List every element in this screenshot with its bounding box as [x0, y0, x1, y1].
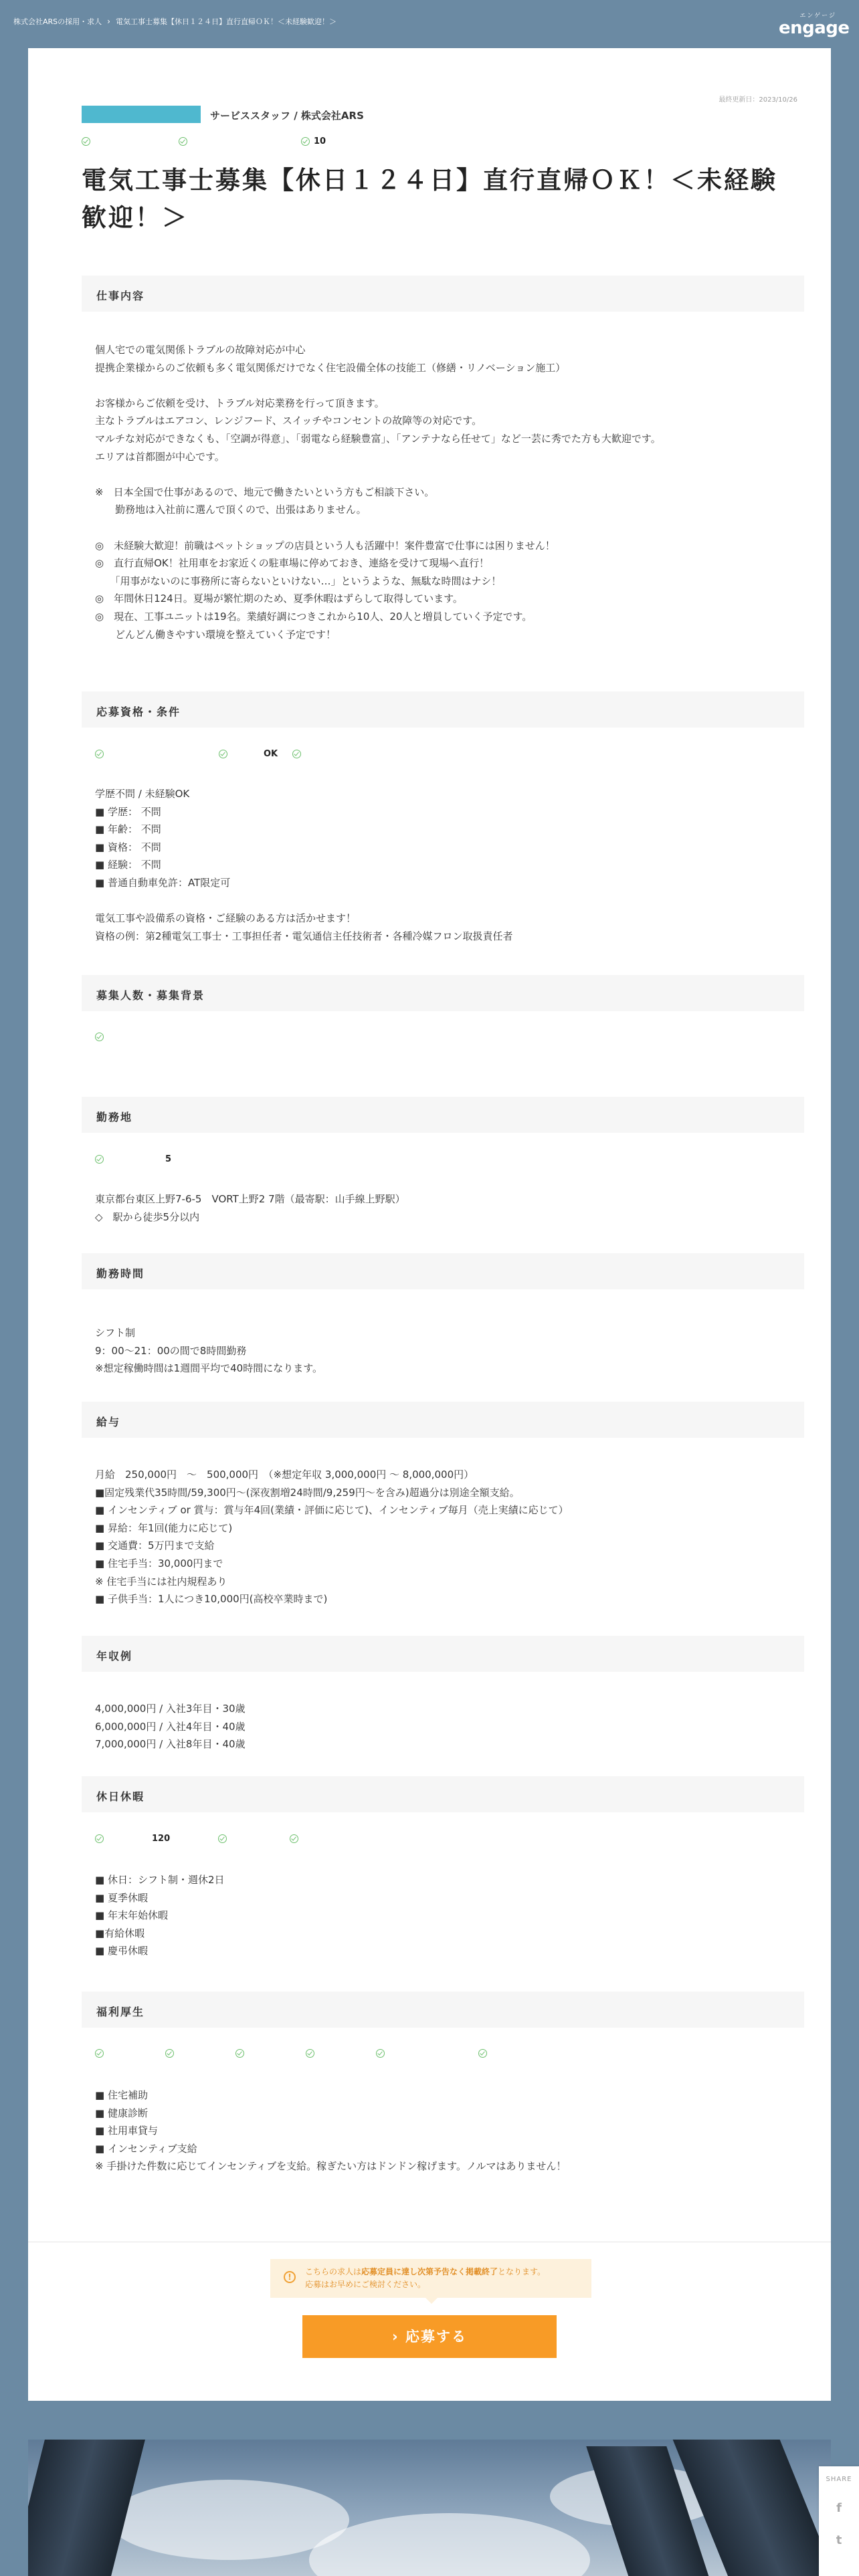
apply-button[interactable]: › 応募する [302, 2315, 557, 2358]
check-icon [82, 137, 90, 146]
section-heading-holidays: 休日休暇 [82, 1776, 804, 1812]
location-tag-value: 5 [165, 1154, 172, 1164]
top-bar [0, 0, 859, 41]
section-heading-welfare: 福利厚生 [82, 1992, 804, 2028]
requirements-description: 学歴不問 / 未経験OK ■ 学歴： 不問 ■ 年齢： 不問 ■ 資格： 不問 ■ 経験： 不問 ■ 普通自動車免許：AT限定可 電気工事や設備系の資格・ご経験のある方は活かせます！ 資格の例：第2種電気工事士・工事担任者・電気通信主任技術者・各種冷媒フロン取扱責任者 [95, 788, 513, 942]
section-heading-annual-income: 年収例 [82, 1636, 804, 1672]
application-notice [270, 2259, 591, 2298]
headcount-tags [95, 1033, 104, 1041]
check-icon [306, 2049, 314, 2058]
chevron-right-icon: › [107, 17, 110, 26]
share-panel [819, 2466, 859, 2576]
welfare-tags [95, 2049, 487, 2058]
hours-description: シフト制 9：00～21：00の間で8時間勤務 ※想定稼働時間は1週間平均で40時間になります。 [95, 1327, 323, 1375]
holiday-description: ■ 休日：シフト制・週休2日 ■ 夏季休暇 ■ 年末年始休暇 ■有給休暇 ■ 慶弔休暇 [95, 1874, 225, 1957]
share-label: SHARE [826, 2476, 852, 2483]
section-heading-hours: 勤務時間 [82, 1253, 804, 1289]
check-icon [218, 1834, 227, 1843]
breadcrumb [13, 16, 337, 27]
job-detail-card [28, 48, 831, 2401]
last-updated: 最終更新日：2023/10/26 [719, 96, 797, 104]
requirements-tags [95, 749, 301, 759]
section-heading-salary: 給与 [82, 1402, 804, 1438]
welfare-description: ■ 住宅補助 ■ 健康診断 ■ 社用車貸与 ■ インセンティブ支給 ※ 手掛けた件数に応じてインセンティブを支給。稼ぎたい方はドンドン稼げます。ノルマはありません！ [95, 2089, 567, 2173]
logo-wordmark: engage [779, 18, 850, 38]
annual-income-examples: 4,000,000円 / 入社3年目・30歳 6,000,000円 / 入社4年目・40歳 7,000,000円 / 入社8年目・40歳 [95, 1703, 246, 1751]
logo-kana: エンゲージ [799, 13, 836, 19]
holiday-tag-value: 120 [152, 1834, 171, 1844]
check-icon [95, 1033, 104, 1041]
section-heading-requirements: 応募資格・条件 [82, 691, 804, 728]
notice-line-1: こちらの求人は応募定員に達し次第予告なく掲載終了となります。 [305, 2267, 546, 2276]
section-heading-work: 仕事内容 [82, 276, 804, 312]
alert-icon: ! [284, 2271, 296, 2283]
feature-tags [82, 136, 326, 146]
requirements-tag-value: OK [264, 749, 278, 759]
header-photo [28, 2440, 831, 2576]
feature-value: 10 [314, 136, 326, 146]
check-icon [95, 1155, 104, 1164]
job-title: 電気工事士募集【休日１２４日】直行直帰ＯＫ！＜未経験歓迎！＞ [82, 166, 777, 232]
check-icon [219, 750, 227, 758]
company-name: サービススタッフ / 株式会社ARS [210, 110, 364, 122]
check-icon [235, 2049, 244, 2058]
salary-description: 月給 250,000円 ～ 500,000円 （※想定年収 3,000,000円 ～ 8,000,000円） ■固定残業代35時間/59,300円～(深夜割増24時間/9,259円～を含み)超過分は別途全額支給。 ■ インセンティブ or 賞与：賞与年4回(業績・評価に応じて)、インセンティブ毎月（売上実績に応じて） ■ 昇給：年1回(能力に応じて) ■ 交通費：5万円まで支給 ■ 住宅手当：30,000円まで ※ 住宅手当には社内規程あり ■ 子供手当：1人につき10,000円(高校卒業時まで) [95, 1469, 569, 1606]
location-description: 東京都台東区上野7-6-5 VORT上野2 7階（最寄駅：山手線上野駅） ◇ 駅から徒歩5分以内 [95, 1193, 405, 1223]
check-icon [376, 2049, 385, 2058]
location-tags [95, 1154, 171, 1164]
check-icon [290, 1834, 298, 1843]
holiday-tags [95, 1834, 298, 1844]
work-description: 個人宅での電気関係トラブルの故障対応が中心 提携企業様からのご依頼も多く電気関係だけでなく住宅設備全体の技能工（修繕・リノベーション施工） お客様からご依頼を受け、トラブル対応業務を行って頂きます。 主なトラブルはエアコン、レンジフード、スイッチやコンセントの故障等の対応です。 マルチな対応ができなくも、「空調が得意」、「弱電なら経験豊富」、「アンテナなら任せて」など一芸に秀でた方も大歓迎です。 エリアは首都圏が中心です。 ※ 日本全国で仕事があるので、地元で働きたいという方もご相談下さい。 勤務地は入社前に選んで頂くので、出張はありません。 ◎ 未経験大歓迎！前職はペットショップの店員という人も活躍中！案件豊富で仕事には困りません！ ◎ 直行直帰OK！社用車をお家近くの駐車場に停めておき、連絡を受けて現場へ直行！ 「用事がないのに事務所に寄らないといけない…」というような、無駄な時間はナシ！ ◎ 年間休日124日。夏場が繁忙期のため、夏季休暇はずらして取得しています。 ◎ 現在、工事ユニットは19名。業績好調につきこれから10人、20人と増員していく予定です。 どんどん働きやすい環境を整えていく予定です！ [95, 344, 661, 641]
check-icon [179, 137, 187, 146]
breadcrumb-home-link[interactable]: 株式会社ARSの採用・求人 [13, 17, 102, 26]
section-heading-location: 勤務地 [82, 1097, 804, 1133]
check-icon [301, 137, 310, 146]
check-icon [165, 2049, 174, 2058]
twitter-icon[interactable]: t [836, 2533, 842, 2547]
breadcrumb-current: 電気工事士募集【休日１２４日】直行直帰ＯＫ！＜未経験歓迎！＞ [115, 17, 337, 26]
notice-pointer [425, 2298, 438, 2304]
check-icon [478, 2049, 487, 2058]
notice-line-2: 応募はお早めにご検討ください。 [305, 2280, 426, 2289]
check-icon [95, 750, 104, 758]
check-icon [95, 2049, 104, 2058]
check-icon [95, 1834, 104, 1843]
facebook-icon[interactable]: f [836, 2501, 842, 2515]
check-icon [292, 750, 301, 758]
section-heading-headcount: 募集人数・募集背景 [82, 975, 804, 1011]
category-bar [82, 106, 201, 123]
engage-logo[interactable] [779, 11, 850, 38]
